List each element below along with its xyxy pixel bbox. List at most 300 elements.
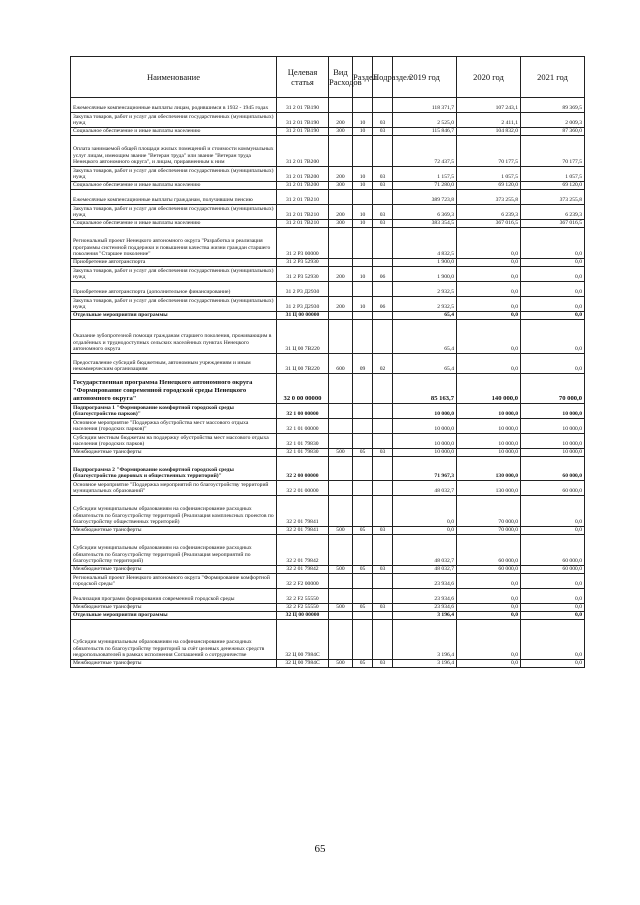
row-2021-cell: 89 369,5 [521, 98, 585, 113]
row-section-cell [353, 98, 373, 113]
row-section-cell [353, 282, 373, 297]
row-name-cell: Отдельные мероприятия программы [71, 612, 277, 620]
row-expense-type-cell [329, 419, 353, 434]
row-name-cell: Приобретение автотранспорта (дополнительное финансирование) [71, 282, 277, 297]
table-row [71, 612, 585, 620]
row-section-cell [353, 574, 373, 589]
row-name-cell: Оказание зубопротезной помощи гражданам старшего поколения, проживающим в отдалённых и труднодоступных сельских населённых пунктах Ненецкого автономного округа [71, 320, 277, 354]
row-section-cell [353, 374, 373, 404]
row-subsection-cell: 03 [373, 449, 393, 457]
table-body [71, 98, 585, 668]
row-2020-cell: 0,0 [457, 660, 521, 668]
row-expense-type-cell [329, 98, 353, 113]
row-2019-cell: 10 000,0 [393, 434, 457, 449]
row-name-cell: Социальное обеспечение и иные выплаты населению [71, 182, 277, 190]
row-section-cell: 10 [353, 297, 373, 312]
row-target-article-cell: 32 1 01 79830 [277, 434, 329, 449]
row-expense-type-cell: 500 [329, 660, 353, 668]
row-name-cell: Социальное обеспечение и иные выплаты населению [71, 220, 277, 228]
table-row [71, 136, 585, 167]
row-2020-cell: 0,0 [457, 312, 521, 320]
page-number: 65 [314, 843, 326, 855]
row-2021-cell: 0,0 [521, 267, 585, 282]
row-section-cell [353, 612, 373, 620]
row-expense-type-cell [329, 190, 353, 205]
table-row [71, 527, 585, 535]
row-2021-cell: 0,0 [521, 589, 585, 604]
table-row [71, 282, 585, 297]
header-section: Раздел [353, 57, 373, 98]
row-name-cell: Закупка товаров, работ и услуг для обеспечения государственных (муниципальных) нужд [71, 113, 277, 128]
row-2019-cell: 383 354,5 [393, 220, 457, 228]
row-section-cell: 10 [353, 167, 373, 182]
row-expense-type-cell [329, 320, 353, 354]
row-2021-cell: 60 000,0 [521, 535, 585, 566]
table-row [71, 457, 585, 481]
row-name-cell: Субсидии местным бюджетам на поддержку обустройства мест массового отдыха населения (городских парков) [71, 434, 277, 449]
row-section-cell [353, 312, 373, 320]
row-2020-cell: 130 000,0 [457, 457, 521, 481]
table-row [71, 220, 585, 228]
row-2020-cell: 70 177,5 [457, 136, 521, 167]
row-expense-type-cell: 200 [329, 205, 353, 220]
row-2019-cell: 65,4 [393, 320, 457, 354]
row-expense-type-cell: 500 [329, 604, 353, 612]
table-row [71, 374, 585, 404]
row-section-cell [353, 259, 373, 267]
row-expense-type-cell: 300 [329, 182, 353, 190]
row-target-article-cell: 32 2 F2 55550 [277, 589, 329, 604]
row-section-cell [353, 404, 373, 419]
table-row [71, 660, 585, 668]
row-2019-cell: 23 934,6 [393, 574, 457, 589]
row-2021-cell: 2 009,3 [521, 113, 585, 128]
row-2019-cell: 65,4 [393, 354, 457, 374]
row-expense-type-cell [329, 612, 353, 620]
row-2019-cell: 6 369,3 [393, 205, 457, 220]
row-2019-cell: 65,4 [393, 312, 457, 320]
row-2020-cell: 1 057,5 [457, 167, 521, 182]
table-row [71, 566, 585, 574]
row-2021-cell: 70 000,0 [521, 374, 585, 404]
row-2020-cell: 130 000,0 [457, 481, 521, 496]
row-subsection-cell: 03 [373, 182, 393, 190]
row-subsection-cell [373, 259, 393, 267]
row-subsection-cell: 03 [373, 220, 393, 228]
row-2021-cell: 0,0 [521, 354, 585, 374]
row-subsection-cell [373, 589, 393, 604]
row-2019-cell: 389 723,8 [393, 190, 457, 205]
row-section-cell: 05 [353, 604, 373, 612]
row-2019-cell: 2 525,0 [393, 113, 457, 128]
row-2021-cell: 0,0 [521, 282, 585, 297]
row-subsection-cell [373, 374, 393, 404]
row-2020-cell: 0,0 [457, 604, 521, 612]
row-subsection-cell [373, 574, 393, 589]
row-subsection-cell [373, 282, 393, 297]
row-subsection-cell [373, 404, 393, 419]
row-2020-cell: 10 000,0 [457, 404, 521, 419]
row-section-cell [353, 190, 373, 205]
row-name-cell: Реализация программ формирования современной городской среды [71, 589, 277, 604]
row-2019-cell: 85 163,7 [393, 374, 457, 404]
row-expense-type-cell [329, 312, 353, 320]
row-2019-cell: 72 437,5 [393, 136, 457, 167]
header-2021: 2021 год [521, 57, 585, 98]
header-subsection: Подраздел [373, 57, 393, 98]
row-target-article-cell: 31 2 Р3 52930 [277, 259, 329, 267]
row-2021-cell: 60 000,0 [521, 457, 585, 481]
row-2019-cell: 3 196,4 [393, 660, 457, 668]
row-2020-cell: 10 000,0 [457, 449, 521, 457]
row-2020-cell: 69 120,0 [457, 182, 521, 190]
row-name-cell: Подпрограмма 2 "Формирование комфортной городской среды (благоустройство дворовых и общественных территорий)" [71, 457, 277, 481]
row-expense-type-cell [329, 589, 353, 604]
row-subsection-cell [373, 312, 393, 320]
row-target-article-cell: 31 2 Р3 00000 [277, 228, 329, 259]
row-2021-cell: 10 000,0 [521, 419, 585, 434]
row-2021-cell: 0,0 [521, 574, 585, 589]
row-2019-cell: 1 157,5 [393, 167, 457, 182]
row-target-article-cell: 31 2 01 7В190 [277, 128, 329, 136]
row-expense-type-cell [329, 457, 353, 481]
row-expense-type-cell [329, 434, 353, 449]
row-expense-type-cell: 300 [329, 128, 353, 136]
row-section-cell: 09 [353, 354, 373, 374]
row-2020-cell: 0,0 [457, 612, 521, 620]
row-target-article-cell: 32 2 01 79841 [277, 496, 329, 527]
row-expense-type-cell [329, 574, 353, 589]
row-target-article-cell: 31 2 01 7В190 [277, 98, 329, 113]
row-subsection-cell [373, 481, 393, 496]
row-section-cell [353, 434, 373, 449]
row-expense-type-cell [329, 535, 353, 566]
row-expense-type-cell [329, 404, 353, 419]
row-name-cell: Межбюджетные трансферты [71, 449, 277, 457]
row-2020-cell: 70 000,0 [457, 527, 521, 535]
row-subsection-cell: 02 [373, 354, 393, 374]
table-row [71, 481, 585, 496]
row-2021-cell: 0,0 [521, 312, 585, 320]
row-name-cell: Субсидии муниципальным образованиям на софинансирование расходных обязательств по благоустройству территорий (Реализация мероприятий по благоустройству территорий) [71, 535, 277, 566]
row-2020-cell: 0,0 [457, 282, 521, 297]
row-target-article-cell: 32 2 00 00000 [277, 457, 329, 481]
row-2021-cell: 0,0 [521, 620, 585, 660]
row-target-article-cell: 31 2 Р3 Д2930 [277, 297, 329, 312]
row-name-cell: Субсидии муниципальным образованиям на софинансирование расходных обязательств по благоустройству территорий за счёт целевых денежных средств недропользователей в рамках исполнения Соглашений о сотрудничестве [71, 620, 277, 660]
row-name-cell: Социальное обеспечение и иные выплаты населению [71, 128, 277, 136]
row-section-cell [353, 136, 373, 167]
row-2021-cell: 10 000,0 [521, 404, 585, 419]
row-subsection-cell: 03 [373, 566, 393, 574]
row-section-cell: 10 [353, 205, 373, 220]
row-target-article-cell: 31 2 01 7В210 [277, 220, 329, 228]
row-2020-cell: 0,0 [457, 297, 521, 312]
header-2020: 2020 год [457, 57, 521, 98]
budget-table-page [70, 56, 584, 668]
row-target-article-cell: 32 Ц 00 7984С [277, 620, 329, 660]
table-row [71, 312, 585, 320]
row-2019-cell: 118 371,7 [393, 98, 457, 113]
row-2021-cell: 6 239,3 [521, 205, 585, 220]
row-name-cell: Отдельные мероприятия программы [71, 312, 277, 320]
row-2020-cell: 140 000,0 [457, 374, 521, 404]
row-name-cell: Основное мероприятие "Поддержка мероприятий по благоустройству территорий муниципальных образований" [71, 481, 277, 496]
row-2020-cell: 104 832,0 [457, 128, 521, 136]
row-target-article-cell: 31 2 01 7В210 [277, 205, 329, 220]
row-subsection-cell [373, 190, 393, 205]
row-2019-cell: 1 900,0 [393, 259, 457, 267]
row-2019-cell: 48 032,7 [393, 481, 457, 496]
row-2020-cell: 10 000,0 [457, 419, 521, 434]
table-row [71, 496, 585, 527]
row-subsection-cell [373, 612, 393, 620]
row-subsection-cell [373, 496, 393, 527]
row-subsection-cell [373, 98, 393, 113]
row-2020-cell: 373 255,8 [457, 190, 521, 205]
row-target-article-cell: 32 2 01 79842 [277, 566, 329, 574]
row-name-cell: Закупка товаров, работ и услуг для обеспечения государственных (муниципальных) нужд [71, 267, 277, 282]
row-subsection-cell [373, 434, 393, 449]
table-row [71, 354, 585, 374]
row-2019-cell: 10 000,0 [393, 404, 457, 419]
row-section-cell: 10 [353, 267, 373, 282]
row-name-cell: Межбюджетные трансферты [71, 604, 277, 612]
row-target-article-cell: 32 2 01 79841 [277, 527, 329, 535]
row-subsection-cell: 03 [373, 660, 393, 668]
row-subsection-cell: 03 [373, 604, 393, 612]
table-row [71, 297, 585, 312]
row-name-cell: Оплата занимаемой общей площади жилых помещений и стоимости коммунальных услуг лицам, имеющим звание "Ветеран труда" или звание "Ветеран труда Ненецкого автономного округа", и лицам, приравненным к ним [71, 136, 277, 167]
row-target-article-cell: 32 2 01 00000 [277, 481, 329, 496]
row-2021-cell: 60 000,0 [521, 481, 585, 496]
row-section-cell: 10 [353, 220, 373, 228]
row-subsection-cell [373, 320, 393, 354]
row-2020-cell: 6 239,3 [457, 205, 521, 220]
row-2019-cell: 2 932,5 [393, 282, 457, 297]
row-2021-cell: 0,0 [521, 527, 585, 535]
row-target-article-cell: 32 1 01 00000 [277, 419, 329, 434]
row-subsection-cell: 03 [373, 167, 393, 182]
row-2020-cell: 60 000,0 [457, 566, 521, 574]
row-2019-cell: 48 032,7 [393, 566, 457, 574]
row-target-article-cell: 31 Ц 00 7В220 [277, 320, 329, 354]
row-section-cell: 05 [353, 527, 373, 535]
row-2019-cell: 0,0 [393, 527, 457, 535]
row-2020-cell: 0,0 [457, 320, 521, 354]
row-2021-cell: 0,0 [521, 228, 585, 259]
row-2021-cell: 10 000,0 [521, 449, 585, 457]
row-section-cell [353, 620, 373, 660]
row-2021-cell: 0,0 [521, 660, 585, 668]
row-2019-cell: 1 900,0 [393, 267, 457, 282]
row-2020-cell: 107 243,1 [457, 98, 521, 113]
row-section-cell: 10 [353, 128, 373, 136]
row-target-article-cell: 31 2 Р3 52930 [277, 267, 329, 282]
row-section-cell: 05 [353, 566, 373, 574]
row-section-cell [353, 457, 373, 481]
row-subsection-cell: 06 [373, 267, 393, 282]
row-2020-cell: 0,0 [457, 589, 521, 604]
header-2019: 2019 год [393, 57, 457, 98]
row-name-cell: Региональный проект Ненецкого автономного округа "Разработка и реализация программы системной поддержки и повышения качества жизни граждан старшего поколения "Старшее поколение" [71, 228, 277, 259]
row-target-article-cell: 32 2 F2 00000 [277, 574, 329, 589]
row-2020-cell: 0,0 [457, 354, 521, 374]
row-section-cell: 10 [353, 182, 373, 190]
row-target-article-cell: 31 2 01 7В200 [277, 182, 329, 190]
row-2020-cell: 367 016,5 [457, 220, 521, 228]
table-row [71, 228, 585, 259]
row-2019-cell: 10 000,0 [393, 449, 457, 457]
row-expense-type-cell [329, 481, 353, 496]
table-row [71, 259, 585, 267]
table-row [71, 182, 585, 190]
row-name-cell: Ежемесячные компенсационные выплаты гражданам, получившим пенсию [71, 190, 277, 205]
row-2019-cell: 3 196,4 [393, 612, 457, 620]
row-2019-cell: 23 934,6 [393, 589, 457, 604]
row-2019-cell: 115 846,7 [393, 128, 457, 136]
row-section-cell [353, 535, 373, 566]
row-name-cell: Межбюджетные трансферты [71, 527, 277, 535]
row-expense-type-cell: 200 [329, 297, 353, 312]
row-2019-cell: 71 280,0 [393, 182, 457, 190]
row-expense-type-cell: 200 [329, 167, 353, 182]
row-subsection-cell [373, 419, 393, 434]
row-subsection-cell [373, 620, 393, 660]
table-row [71, 205, 585, 220]
row-name-cell: Закупка товаров, работ и услуг для обеспечения государственных (муниципальных) нужд [71, 167, 277, 182]
row-subsection-cell [373, 535, 393, 566]
row-2019-cell: 2 932,5 [393, 297, 457, 312]
row-2021-cell: 69 120,0 [521, 182, 585, 190]
row-2021-cell: 1 057,5 [521, 167, 585, 182]
header-expense-type: Вид Расходов [329, 57, 353, 98]
row-subsection-cell: 03 [373, 113, 393, 128]
row-section-cell: 10 [353, 113, 373, 128]
row-subsection-cell: 03 [373, 205, 393, 220]
row-subsection-cell [373, 136, 393, 167]
row-name-cell: Закупка товаров, работ и услуг для обеспечения государственных (муниципальных) нужд [71, 205, 277, 220]
row-section-cell [353, 320, 373, 354]
row-2021-cell: 367 016,5 [521, 220, 585, 228]
table-row [71, 404, 585, 419]
row-2021-cell: 0,0 [521, 604, 585, 612]
row-section-cell [353, 496, 373, 527]
row-target-article-cell: 31 2 01 7В200 [277, 136, 329, 167]
row-name-cell: Региональный проект Ненецкого автономного округа "Формирование комфортной городской среды" [71, 574, 277, 589]
table-row [71, 620, 585, 660]
row-expense-type-cell: 200 [329, 267, 353, 282]
table-row [71, 589, 585, 604]
table-header-row [71, 57, 585, 98]
row-subsection-cell [373, 457, 393, 481]
row-2020-cell: 0,0 [457, 620, 521, 660]
row-target-article-cell: 32 1 01 79830 [277, 449, 329, 457]
row-section-cell: 05 [353, 660, 373, 668]
row-target-article-cell: 31 2 01 7В200 [277, 167, 329, 182]
table-row [71, 320, 585, 354]
row-target-article-cell: 31 2 Р3 Д2930 [277, 282, 329, 297]
row-2020-cell: 0,0 [457, 228, 521, 259]
table-row [71, 434, 585, 449]
row-2020-cell: 60 000,0 [457, 535, 521, 566]
row-2021-cell: 0,0 [521, 612, 585, 620]
table-row [71, 128, 585, 136]
row-expense-type-cell: 300 [329, 220, 353, 228]
row-section-cell [353, 589, 373, 604]
table-row [71, 604, 585, 612]
row-name-cell: Предоставление субсидий бюджетным, автономным учреждениям и иным некоммерческим организациям [71, 354, 277, 374]
row-subsection-cell: 03 [373, 527, 393, 535]
row-2019-cell: 71 967,3 [393, 457, 457, 481]
row-expense-type-cell: 500 [329, 566, 353, 574]
table-row [71, 98, 585, 113]
table-row [71, 419, 585, 434]
row-subsection-cell [373, 228, 393, 259]
row-name-cell: Межбюджетные трансферты [71, 566, 277, 574]
row-subsection-cell: 06 [373, 297, 393, 312]
row-2021-cell: 87 360,0 [521, 128, 585, 136]
row-2020-cell: 2 411,1 [457, 113, 521, 128]
row-2020-cell: 10 000,0 [457, 434, 521, 449]
table-row [71, 574, 585, 589]
row-expense-type-cell [329, 496, 353, 527]
row-2020-cell: 0,0 [457, 574, 521, 589]
row-expense-type-cell: 500 [329, 527, 353, 535]
row-name-cell: Приобретение автотранспорта [71, 259, 277, 267]
row-2021-cell: 60 000,0 [521, 566, 585, 574]
row-expense-type-cell: 600 [329, 354, 353, 374]
row-target-article-cell: 31 Ц 00 00000 [277, 312, 329, 320]
row-2020-cell: 0,0 [457, 259, 521, 267]
row-name-cell: Государственная программа Ненецкого автономного округа "Формирование современной городской среды Ненецкого автономного округа" [71, 374, 277, 404]
row-2019-cell: 4 832,5 [393, 228, 457, 259]
row-target-article-cell: 31 2 01 7В210 [277, 190, 329, 205]
row-name-cell: Закупка товаров, работ и услуг для обеспечения государственных (муниципальных) нужд [71, 297, 277, 312]
row-expense-type-cell: 500 [329, 449, 353, 457]
row-expense-type-cell [329, 620, 353, 660]
row-target-article-cell: 32 1 00 00000 [277, 404, 329, 419]
row-expense-type-cell: 200 [329, 113, 353, 128]
row-expense-type-cell [329, 374, 353, 404]
table-row [71, 190, 585, 205]
row-subsection-cell: 03 [373, 128, 393, 136]
row-2019-cell: 23 934,6 [393, 604, 457, 612]
row-target-article-cell: 32 2 F2 55550 [277, 604, 329, 612]
row-name-cell: Межбюджетные трансферты [71, 660, 277, 668]
header-target-article: Целевая статья [277, 57, 329, 98]
table-row [71, 449, 585, 457]
row-section-cell [353, 228, 373, 259]
row-2021-cell: 10 000,0 [521, 434, 585, 449]
table-row [71, 113, 585, 128]
row-2021-cell: 0,0 [521, 259, 585, 267]
row-2020-cell: 0,0 [457, 267, 521, 282]
row-expense-type-cell [329, 282, 353, 297]
row-2021-cell: 70 177,5 [521, 136, 585, 167]
table-row [71, 267, 585, 282]
row-section-cell [353, 481, 373, 496]
row-2020-cell: 70 000,0 [457, 496, 521, 527]
row-target-article-cell: 31 Ц 00 7В220 [277, 354, 329, 374]
row-target-article-cell: 32 0 00 00000 [277, 374, 329, 404]
row-name-cell: Основное мероприятие "Поддержка обустройства мест массового отдыха населения (городских парков)" [71, 419, 277, 434]
row-target-article-cell: 32 2 01 79842 [277, 535, 329, 566]
row-expense-type-cell [329, 136, 353, 167]
row-2021-cell: 0,0 [521, 297, 585, 312]
header-name: Наименование [71, 57, 277, 98]
row-2019-cell: 10 000,0 [393, 419, 457, 434]
